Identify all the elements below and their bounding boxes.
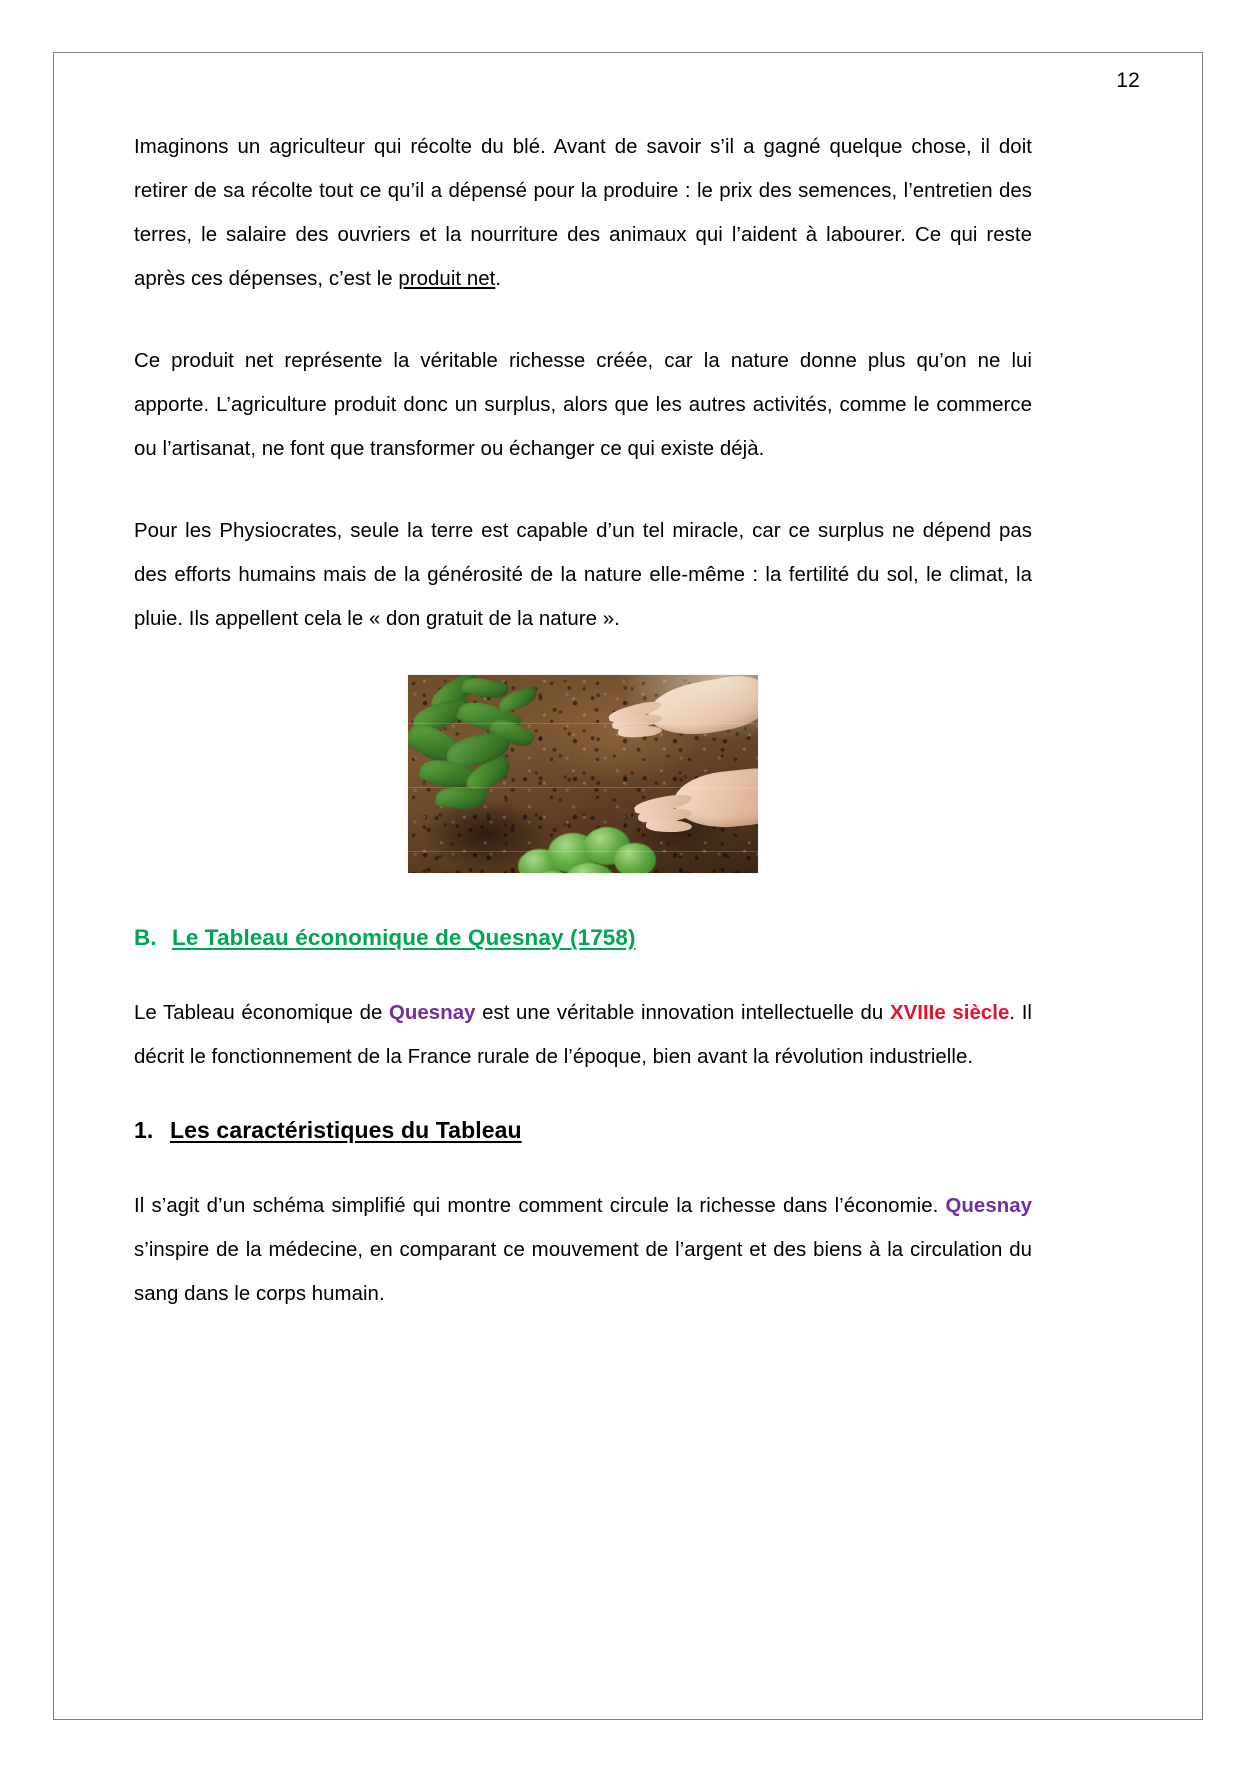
heading-section-b-marker: B. bbox=[134, 925, 157, 950]
quesnay-highlight: Quesnay bbox=[945, 1195, 1032, 1217]
century-highlight: XVIIIe siècle bbox=[889, 1002, 1010, 1024]
page-number: 12 bbox=[1116, 69, 1140, 92]
heading-subsection-1-marker: 1. bbox=[134, 1117, 154, 1143]
heading-subsection-1 bbox=[134, 1117, 1032, 1144]
paragraph-b-text-1: Le Tableau économique de bbox=[134, 1002, 389, 1024]
figure-container bbox=[134, 675, 1032, 873]
paragraph-2: Ce produit net représente la véritable richesse créée, car la nature donne plus qu’on ne lui apporte. L’agriculture produit donc un surplus, alors que les autres activités, comme le commerce ou l’artisanat, ne font que transformer ou échanger ce qui existe déjà. bbox=[134, 350, 1032, 460]
paragraph-1-text-after: . bbox=[495, 268, 502, 290]
produit-net-underlined: produit net bbox=[398, 268, 496, 290]
paragraph-c-text-2: s’inspire de la médecine, en comparant ce mouvement de l’argent et des biens à la circulation du sang dans le corps humain. bbox=[134, 1239, 1032, 1305]
paragraph-subsection-1 bbox=[134, 1184, 1032, 1316]
gardening-hands-photo bbox=[408, 675, 758, 873]
paragraph-b-text-3: . Il décrit le fonctionnement de la France rurale de l’époque, bien avant la révolution industrielle. bbox=[134, 1002, 1032, 1068]
quesnay-highlight: Quesnay bbox=[389, 1002, 476, 1024]
paragraph-b-text-2: est une véritable innovation intellectuelle du bbox=[475, 1002, 890, 1024]
green-plant-left bbox=[408, 677, 562, 817]
heading-subsection-1-label: Les caractéristiques du Tableau bbox=[170, 1117, 522, 1143]
paragraph-1-text-before: Imaginons un agriculteur qui récolte du blé. Avant de savoir s’il a gagné quelque chose, il doit retirer de sa récolte tout ce qu’il a dépensé pour la produire : le prix des semences, l’entretien des terres, le salaire des ouvriers et la nourriture des animaux qui l’aident à labourer. Ce qui reste après ces dépenses, c’est le bbox=[134, 136, 1032, 290]
photo-scanline bbox=[408, 723, 758, 724]
paragraph-3: Pour les Physiocrates, seule la terre est capable d’un tel miracle, car ce surplus ne dépend pas des efforts humains mais de la générosité de la nature elle-même : la fertilité du sol, le climat, la pluie. Ils appellent cela le « don gratuit de la nature ». bbox=[134, 520, 1032, 630]
paragraph-section-b bbox=[134, 991, 1032, 1079]
paragraph-1 bbox=[134, 125, 1032, 301]
photo-scanline bbox=[408, 787, 758, 788]
heading-section-b bbox=[134, 925, 1032, 951]
heading-section-b-label: Le Tableau économique de Quesnay (1758) bbox=[172, 925, 636, 950]
photo-scanline bbox=[408, 851, 758, 852]
document-page bbox=[53, 52, 1203, 1720]
paragraph-c-text-1: Il s’agit d’un schéma simplifié qui montre comment circule la richesse dans l’économie. bbox=[134, 1195, 946, 1217]
document-content bbox=[134, 125, 1032, 1354]
